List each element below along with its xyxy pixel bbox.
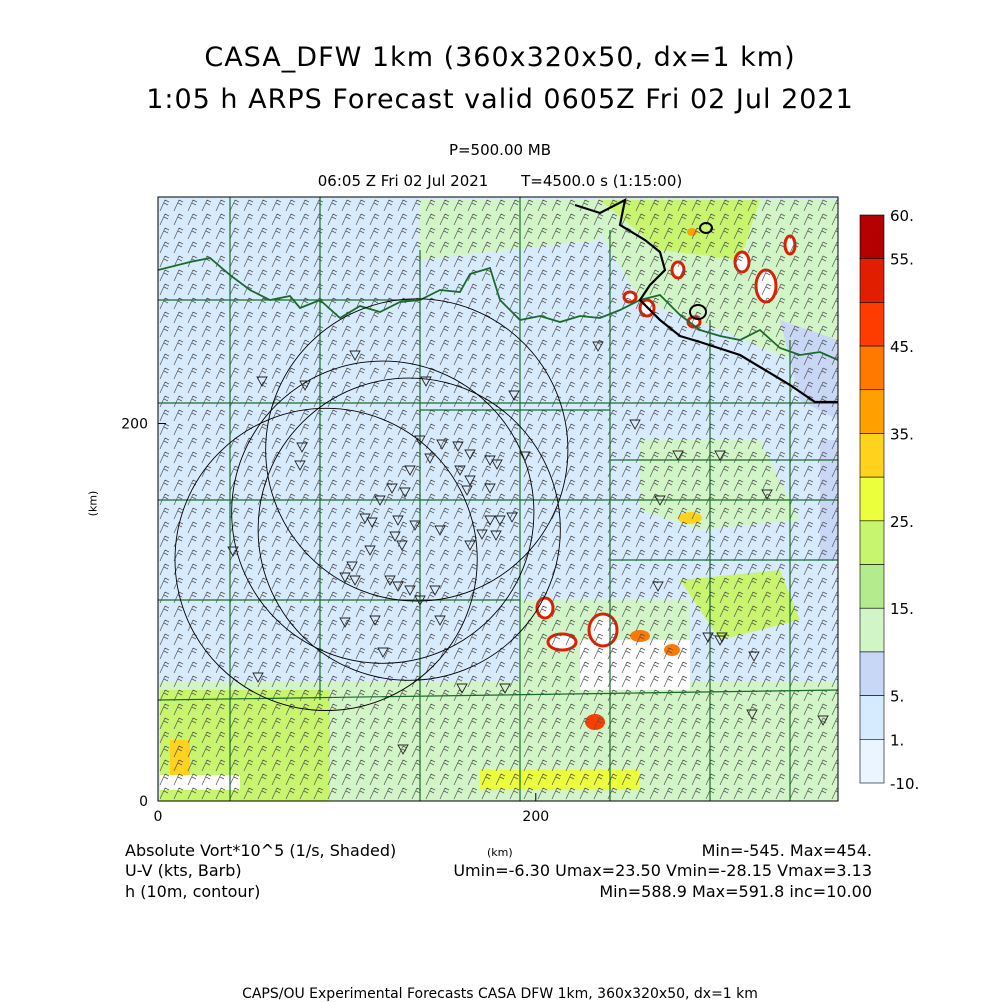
colorbar-label: 5. — [890, 687, 905, 706]
colorbar-label: 1. — [890, 731, 905, 750]
colorbar-swatch — [860, 215, 884, 259]
colorbar-swatch — [860, 259, 884, 303]
vort-strip-south — [480, 770, 640, 790]
storm-cell — [589, 614, 617, 646]
colorbar-label: 55. — [890, 250, 914, 269]
colorbar-swatch — [860, 652, 884, 696]
colorbar-label: 35. — [890, 425, 914, 444]
colorbar-swatch — [860, 739, 884, 783]
x-tick-label: 200 — [522, 809, 550, 825]
colorbar-swatch — [860, 390, 884, 434]
x-axis-label: (km) — [487, 846, 513, 859]
colorbar-label: 15. — [890, 600, 914, 619]
y-tick-label: 200 — [121, 416, 148, 433]
storm-cell — [735, 252, 749, 272]
valid-time: 06:05 Z Fri 02 Jul 2021 — [317, 172, 489, 190]
colorbar-label: 60. — [890, 207, 914, 225]
wind-field-stats: Umin=-6.30 Umax=23.50 Vmin=-28.15 Vmax=3.13 — [453, 861, 872, 880]
colorbar — [860, 207, 919, 793]
y-axis-label: (km) — [86, 490, 100, 517]
colorbar-label: 25. — [890, 512, 914, 531]
storm-cell — [537, 598, 553, 618]
plot-title-line1: CASA_DFW 1km (360x320x50, dx=1 km) — [204, 42, 796, 73]
y-tick-label: 0 — [139, 794, 148, 810]
legend-barb-field: U-V (kts, Barb) — [125, 861, 242, 880]
legend-contour-field: h (10m, contour) — [125, 882, 261, 901]
contour-field-stats: Min=588.9 Max=591.8 inc=10.00 — [599, 882, 872, 901]
vort-white-strip-west — [160, 775, 240, 790]
x-tick-label: 0 — [153, 809, 163, 825]
colorbar-swatch — [860, 608, 884, 652]
shaded-field-stats: Min=-545. Max=454. — [701, 841, 872, 860]
pressure-level-label: P=500.00 MB — [448, 141, 552, 159]
elapsed-time: T=4500.0 s (1:15:00) — [521, 172, 683, 190]
colorbar-swatch — [860, 521, 884, 565]
colorbar-swatch — [860, 696, 884, 740]
vort-spot-west — [170, 740, 190, 780]
colorbar-swatch — [860, 433, 884, 477]
storm-cell — [548, 634, 576, 650]
colorbar-label: -10. — [890, 775, 920, 793]
footer-credit: CAPS/OU Experimental Forecasts CASA DFW 1km, 360x320x50, dx=1 km — [242, 986, 758, 1002]
storm-cell — [672, 262, 684, 278]
colorbar-swatch — [860, 477, 884, 521]
colorbar-swatch — [860, 302, 884, 346]
plot-title-line2: 1:05 h ARPS Forecast valid 0605Z Fri 02 Jul 2021 — [146, 84, 854, 115]
storm-cell — [678, 512, 702, 524]
map-plot-area — [158, 197, 841, 801]
legend-shaded-field: Absolute Vort*10^5 (1/s, Shaded) — [125, 841, 397, 860]
colorbar-label: 45. — [890, 338, 914, 357]
colorbar-swatch — [860, 565, 884, 609]
colorbar-swatch — [860, 346, 884, 390]
